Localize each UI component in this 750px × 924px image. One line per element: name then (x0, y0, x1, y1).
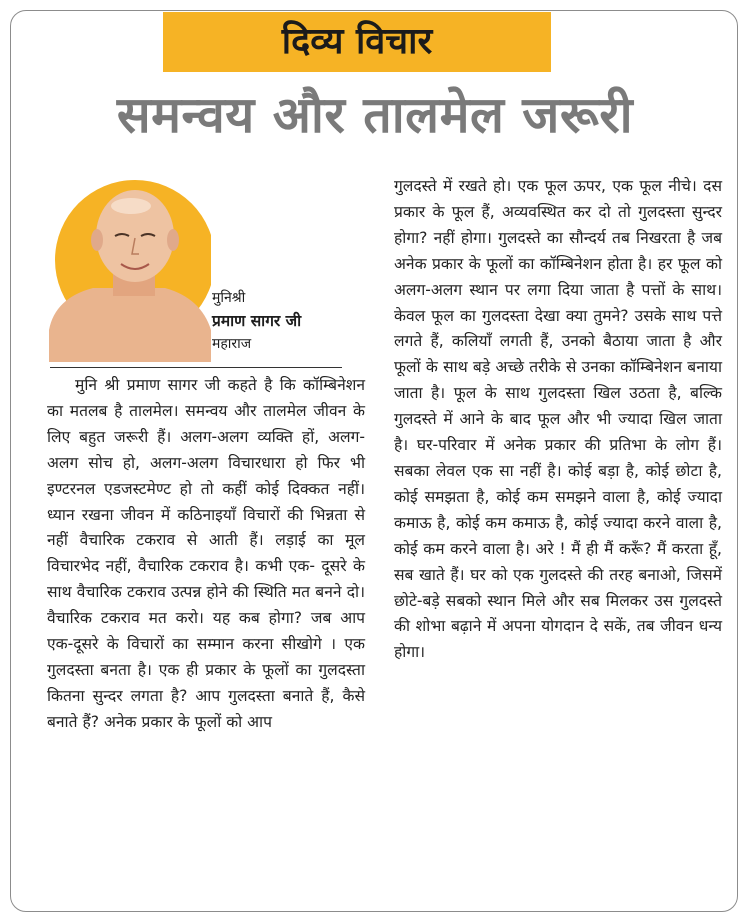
portrait-right-ear (167, 229, 179, 251)
article-headline: समन्वय और तालमेल जरूरी (116, 86, 634, 144)
author-byline (212, 287, 352, 356)
author-prefix: मुनिश्री (212, 290, 246, 306)
author-portrait (49, 180, 211, 362)
portrait-left-ear (91, 229, 103, 251)
section-banner (163, 12, 551, 72)
article-paragraph-right: गुलदस्ते में रखते हो। एक फूल ऊपर, एक फूल नीचे। दस प्रकार के फूल हैं, अव्यवस्थित कर दो तो गुलदस्ता सुन्दर होगा? नहीं होगा। गुलदस्ते का सौन्दर्य तब निखरता है जब अनेक प्रकार के फूलों का कॉम्बिनेशन होता है। हर फूल को अलग-अलग स्थान पर लगा दिया जाता है पत्तों के साथ। केवल फूल का गुलदस्ता देखा क्या तुमने? उसके साथ पत्ते लगते हैं, कलियाँ लगती हैं, उनको बैठाया जाता है और फूलों के साथ बड़े अच्छे तरीके से उनका कॉम्बिनेशन बनाया जाता है। फूल के साथ गुलदस्ता खिल उठता है, बल्कि गुलदस्ते में आने के बाद फूल और भी ज्यादा खिल जाता है। घर-परिवार में अनेक प्रकार की प्रतिभा के लोग हैं। सबका लेवल एक सा नहीं है। कोई बड़ा है, कोई छोटा है, कोई समझता है, कोई कम समझने वाला है, कोई ज्यादा कमाऊ है, कोई कम कमाऊ है, कोई ज्यादा करने वाला है, कोई कम करने वाला है। अरे ! मैं ही मैं करूँ? मैं करता हूँ, सब खाते हैं। घर को एक गुलदस्ते की तरह बनाओ, जिसमें छोटे-बड़े सबको स्थान मिले और सब मिलकर उस गुलदस्ते की शोभा बढ़ाने में अपना योगदान दे सकें, तब जीवन धन्य होगा। (394, 177, 723, 662)
portrait-shoulders (49, 288, 211, 362)
author-suffix: महाराज (212, 336, 252, 352)
article-paragraph-left: मुनि श्री प्रमाण सागर जी कहते है कि कॉम्बिनेशन का मतलब है तालमेल। समन्वय और तालमेल जीवन के लिए बहुत जरूरी हैं। अलग-अलग व्यक्ति हों, अलग-अलग सोच हो, अलग-अलग विचारधारा हो फिर भी इण्टरनल एडजस्टमेण्ट हो तो कहीं कोई दिक्कत नहीं। ध्यान रखना जीवन में कठिनाइयाँ विचारों की भिन्नता से नहीं वैचारिक टकराव से आती हैं। लड़ाई का मूल विचारभेद नहीं, वैचारिक टकराव है। कभी एक- दूसरे के साथ वैचारिक टकराव उत्पन्न होने की स्थिति मत बनने दो। वैचारिक टकराव मत करो। यह कब होगा? जब आप एक-दूसरे के विचारों का सम्मान करना सीखोगे । एक गुलदस्ता बनता है। एक ही प्रकार के फूलों का गुलदस्ता कितना सुन्दर लगता है? आप गुलदस्ता बनाते हैं, कैसे बनाते हैं? अनेक प्रकार के फूलों को आप (47, 376, 365, 731)
author-name: प्रमाण सागर जी (212, 312, 302, 330)
article-column-right (394, 174, 722, 666)
section-banner-title: दिव्य विचार (281, 21, 433, 62)
portrait-forehead-shine (111, 198, 151, 214)
article-column-left (47, 373, 365, 736)
byline-divider (50, 367, 342, 368)
